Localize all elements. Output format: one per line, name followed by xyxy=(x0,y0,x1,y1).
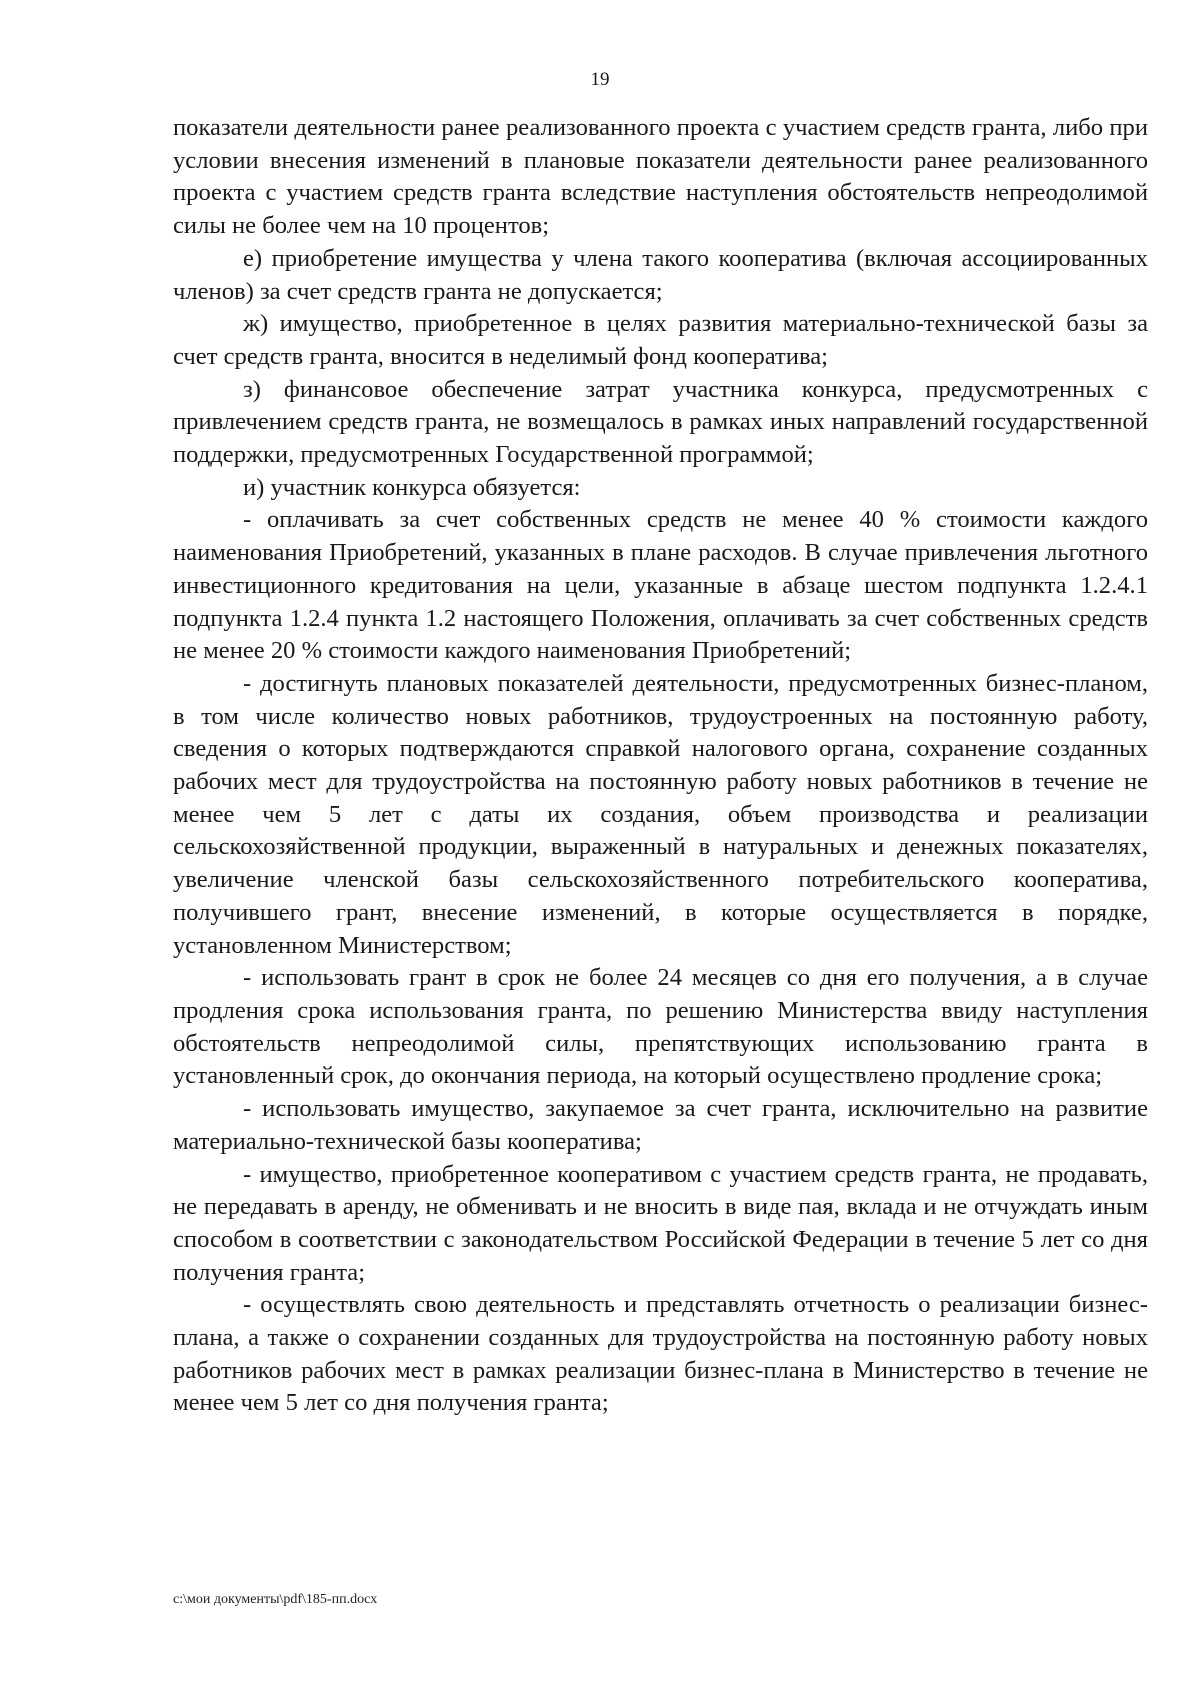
paragraph-obligation-no-alienation: - имущество, приобретенное кооперативом с участием средств гранта, не продавать, не передавать в аренду, не обменивать и не вносить в виде пая, вклада и не отчуждать иным способом в соответствии с законодательством Российской Федерации в течение 5 лет со дня получения гранта; xyxy=(173,1160,1148,1286)
paragraph-item-zh: ж) имущество, приобретенное в целях развития материально-технической базы за счет средств гранта, вносится в неделимый фонд кооператива; xyxy=(173,310,1148,370)
paragraph-obligation-indicators: - достигнуть плановых показателей деятельности, предусмотренных бизнес-планом, в том числе количество новых работников, трудоустроенных на постоянную работу, сведения о которых подтверждаются справкой налогового органа, сохранение созданных рабочих мест для трудоустройства на постоянную работу новых работников в течение не менее чем 5 лет с даты их создания, объем производства и реализации сельскохозяйственной продукции, выраженный в натуральных и денежных показателях, увеличение членской базы сельскохозяйственного потребительского кооператива, получившего грант, внесение изменений, в которые осуществляется в порядке, установленном Министерством; xyxy=(173,669,1148,959)
document-body xyxy=(173,112,1148,1420)
paragraph-continuation: показатели деятельности ранее реализованного проекта с участием средств гранта, либо при условии внесения изменений в плановые показатели деятельности ранее реализованного проекта с участием средств гранта вследствие наступления обстоятельств непреодолимой силы не более чем на 10 процентов; xyxy=(173,114,1148,240)
footer-file-path: c:\мои документы\pdf\185-пп.docx xyxy=(173,1592,378,1607)
paragraph-obligation-payment: - оплачивать за счет собственных средств не менее 40 % стоимости каждого наименования Приобретений, указанных в плане расходов. В случае привлечения льготного инвестиционного кредитования на цели, указанные в абзаце шестом подпункта 1.2.4.1 подпункта 1.2.4 пункта 1.2 настоящего Положения, оплачивать за счет собственных средств не менее 20 % стоимости каждого наименования Приобретений; xyxy=(173,506,1148,665)
page-number: 19 xyxy=(590,69,610,90)
paragraph-obligation-reporting: - осуществлять свою деятельность и представлять отчетность о реализации бизнес-плана, а также о сохранении созданных для трудоустройства на постоянную работу новых работников рабочих мест в рамках реализации бизнес-плана в Министерство в течение не менее чем 5 лет со дня получения гранта; xyxy=(173,1291,1148,1417)
paragraph-obligation-grant-term: - использовать грант в срок не более 24 месяцев со дня его получения, а в случае продления срока использования гранта, по решению Министерства ввиду наступления обстоятельств непреодолимой силы, препятствующих использованию гранта в установленный срок, до окончания периода, на который осуществлено продление срока; xyxy=(173,964,1148,1090)
paragraph-item-i: и) участник конкурса обязуется: xyxy=(243,473,581,501)
paragraph-item-e: е) приобретение имущества у члена такого кооператива (включая ассоциированных членов) за счет средств гранта не допускается; xyxy=(173,244,1148,305)
paragraph-item-z: з) финансовое обеспечение затрат участника конкурса, предусмотренных с привлечением средств гранта, не возмещалось в рамках иных направлений государственной поддержки, предусмотренных Государственной программой; xyxy=(173,375,1148,469)
paragraph-obligation-property-use: - использовать имущество, закупаемое за счет гранта, исключительно на развитие материально-технической базы кооператива; xyxy=(173,1095,1148,1155)
